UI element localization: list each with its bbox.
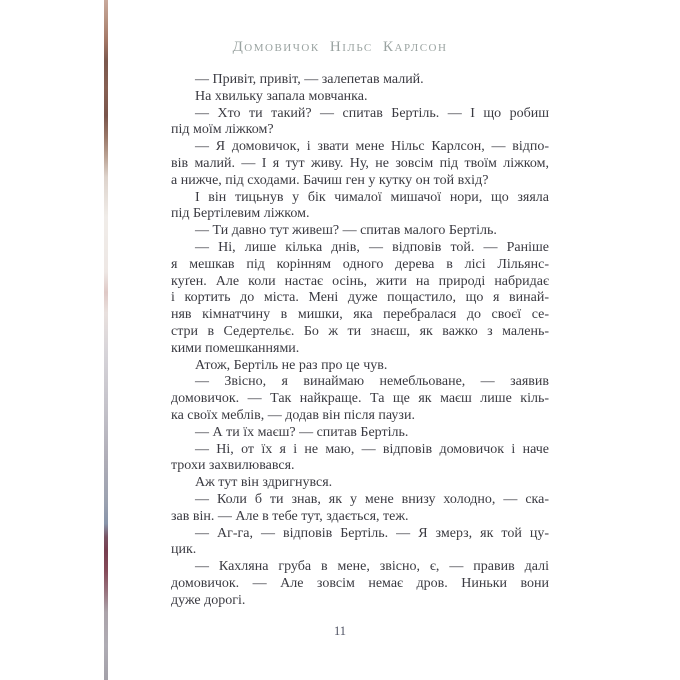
text-line: дуже дорогі. xyxy=(171,592,246,608)
text-line: На хвильку запала мовчанка. xyxy=(195,88,368,104)
text-line: я мешкав під корінням одного дерева в лісі Лільянс- xyxy=(171,256,549,272)
page-number: 11 xyxy=(333,624,347,638)
text-line: і кортить до міста. Мені дуже пощастило, що я винай- xyxy=(171,290,549,306)
text-line: І він тицьнув у бік чималої мишачої нори, що зяяла xyxy=(195,189,549,205)
text-line: — Я домовичок, і звати мене Нільс Карлсон, — відпо- xyxy=(195,139,549,155)
text-line: — Коли б ти знав, як у мене внизу холодно, — ска- xyxy=(195,491,549,507)
facing-page-edge-strip xyxy=(104,0,108,680)
text-line: куґен. Але коли настає осінь, жити на природі набридає xyxy=(171,273,549,289)
text-line: вів малий. — І я тут живу. Ну, не зовсім під твоїм ліжком, xyxy=(171,155,549,171)
text-line: кими помешканнями. xyxy=(171,340,300,356)
text-line: ка своїх меблів, — додав він після паузи. xyxy=(171,407,415,423)
text-line: — А ти їх маєш? — спитав Бертіль. xyxy=(195,424,409,440)
text-line: няв кімнатчину в мишки, яка перебралася до своєї се- xyxy=(171,307,549,323)
running-head: Домовичок Нільс Карлсон xyxy=(232,39,448,55)
text-line: цик. xyxy=(171,542,197,558)
text-line: домовичок. — Але зовсім немає дров. Ниньки вони xyxy=(171,575,549,591)
text-line: — Звісно, я винаймаю немебльоване, — заявив xyxy=(195,374,549,390)
text-line: а нижче, під сходами. Бачиш ген у кутку он той вхід? xyxy=(171,172,489,188)
text-line: — Привіт, привіт, — залепетав малий. xyxy=(195,72,424,87)
text-line: — Кахляна груба в мене, звісно, є, — правив далі xyxy=(195,559,549,575)
text-line: зав він. — Але в тебе тут, здається, теж. xyxy=(171,508,409,524)
text-line: під Бертілевим ліжком. xyxy=(171,206,310,222)
text-line: — Ні, лише кілька днів, — відповів той. — Раніше xyxy=(195,239,549,255)
text-line: — Аг-га, — відповів Бертіль. — Я змерз, як той цу- xyxy=(195,525,549,541)
text-line: Аж тут він здригнувся. xyxy=(195,475,333,491)
text-line: — Ні, от їх я і не маю, — відповів домовичок і наче xyxy=(195,441,549,457)
text-line: трохи захвилювався. xyxy=(171,458,295,474)
body-text xyxy=(171,72,549,610)
text-line: стри в Седертельє. Бо ж ти знаєш, як важко з малень- xyxy=(171,323,549,339)
text-line: Атож, Бертіль не раз про це чув. xyxy=(195,357,388,373)
text-line: під моїм ліжком? xyxy=(171,122,274,138)
text-line: — Хто ти такий? — спитав Бертіль. — І що робиш xyxy=(195,105,549,121)
text-line: домовичок. — Так найкраще. Та ще як маєш лише кіль- xyxy=(171,391,549,407)
text-line: — Ти давно тут живеш? — спитав малого Бертіль. xyxy=(195,223,497,239)
